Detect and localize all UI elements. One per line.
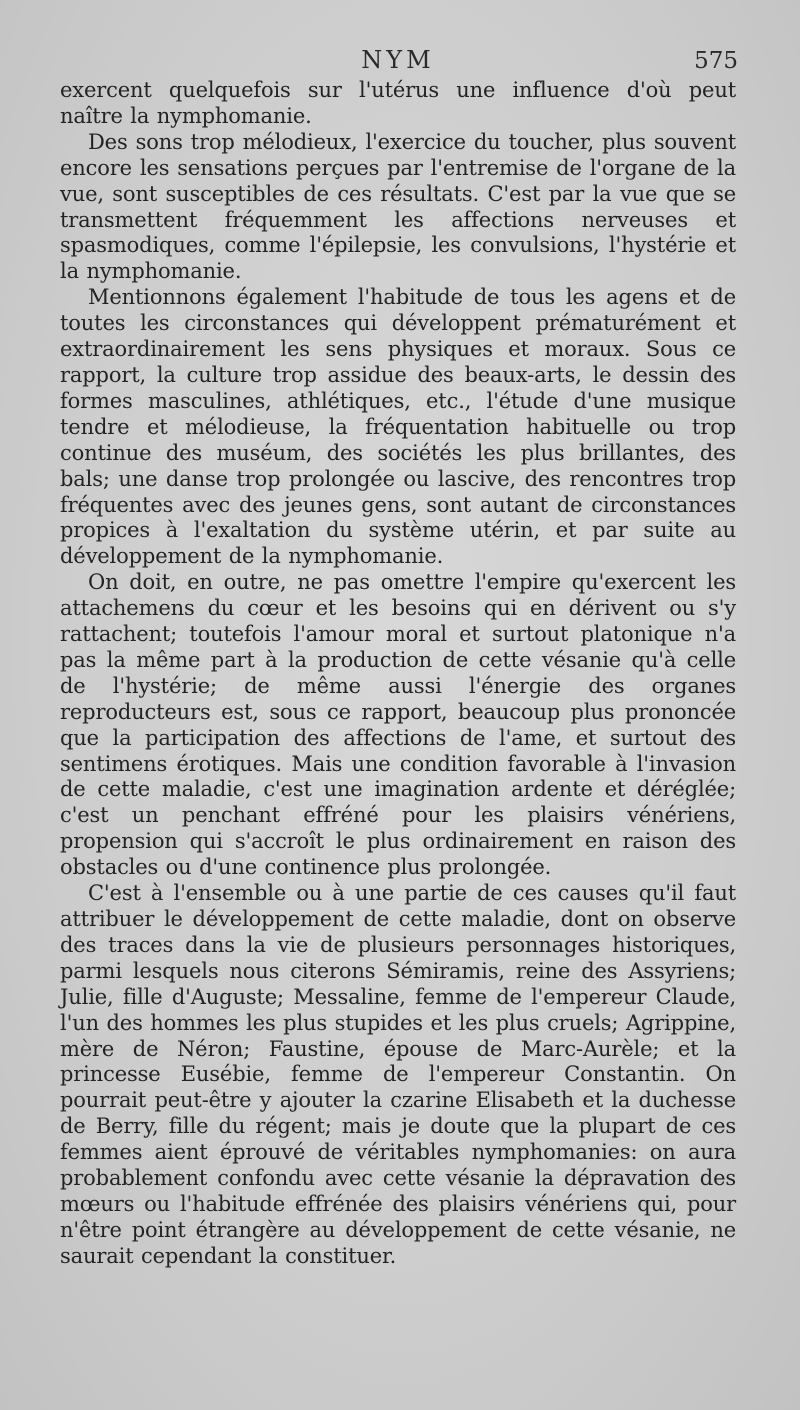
paragraph-attachments: On doit, en outre, ne pas omettre l'empire qu'exercent les attachemens du cœur et les besoins qui en dérivent ou s'y rattachent; toutefois l'amour moral et surtout platonique n'a pas la même part à la production de cette vésanie qu'à celle de l'hystérie; de même aussi l'énergie des organes reproducteurs est, sous ce rapport, beaucoup plus prononcée que la participation des affections de l'ame, et surtout des sentimens érotiques. Mais une condition favorable à l'invasion de cette maladie, c'est une imagination ardente et déréglée; c'est un penchant effréné pour les plaisirs vénériens, propension qui s'accroît le plus ordinairement en raison des obstacles ou d'une continence plus prolongée. (60, 570, 736, 880)
paragraph-historical-figures: C'est à l'ensemble ou à une partie de ces causes qu'il faut attribuer le développement de cette maladie, dont on observe des traces dans la vie de plusieurs personnages historiques, parmi lesquels nous citerons Sémiramis, reine des Assyriens; Julie, fille d'Auguste; Messaline, femme de l'empereur Claude, l'un des hommes les plus stupides et les plus cruels; Agrippine, mère de Néron; Faustine, épouse de Marc-Aurèle; et la princesse Eusébie, femme de l'empereur Constantin. On pourrait peut-être y ajouter la czarine Elisabeth et la duchesse de Berry, fille du régent; mais je doute que la plupart de ces femmes aient éprouvé de véritables nymphomanies: on aura probablement confondu avec cette vésanie la dépravation des mœurs ou l'habitude effrénée des plaisirs vénériens qui, pour n'être point étrangère au développement de cette vésanie, ne saurait cependant la constituer. (60, 881, 736, 1268)
paragraph-sensations: Des sons trop mélodieux, l'exercice du toucher, plus souvent encore les sensations perçues par l'entremise de l'organe de la vue, sont susceptibles de ces résultats. C'est par la vue que se transmettent fréquemment les affections nerveuses et spasmodiques, comme l'épilepsie, les convulsions, l'hystérie et la nymphomanie. (60, 129, 736, 284)
body-text (60, 78, 736, 1270)
paragraph-circumstances: Mentionnons également l'habitude de tous les agens et de toutes les circonstances qui développent prématurément et extraordinairement les sens physiques et moraux. Sous ce rapport, la culture trop assidue des beaux-arts, le dessin des formes masculines, athlétiques, etc., l'étude d'une musique tendre et mélodieuse, la fréquentation habituelle ou trop continue des muséum, des sociétés les plus brillantes, des bals; une danse trop prolongée ou lascive, des rencontres trop fréquentes avec des jeunes gens, sont autant de circonstances propices à l'exaltation du système utérin, et par suite au développement de la nymphomanie. (60, 285, 736, 569)
page-number: 575 (694, 48, 738, 74)
running-head-title: NYM (361, 46, 435, 74)
paragraph-continuation: exercent quelquefois sur l'utérus une influence d'où peut naître la nymphomanie. (60, 78, 736, 128)
running-head (62, 46, 738, 80)
